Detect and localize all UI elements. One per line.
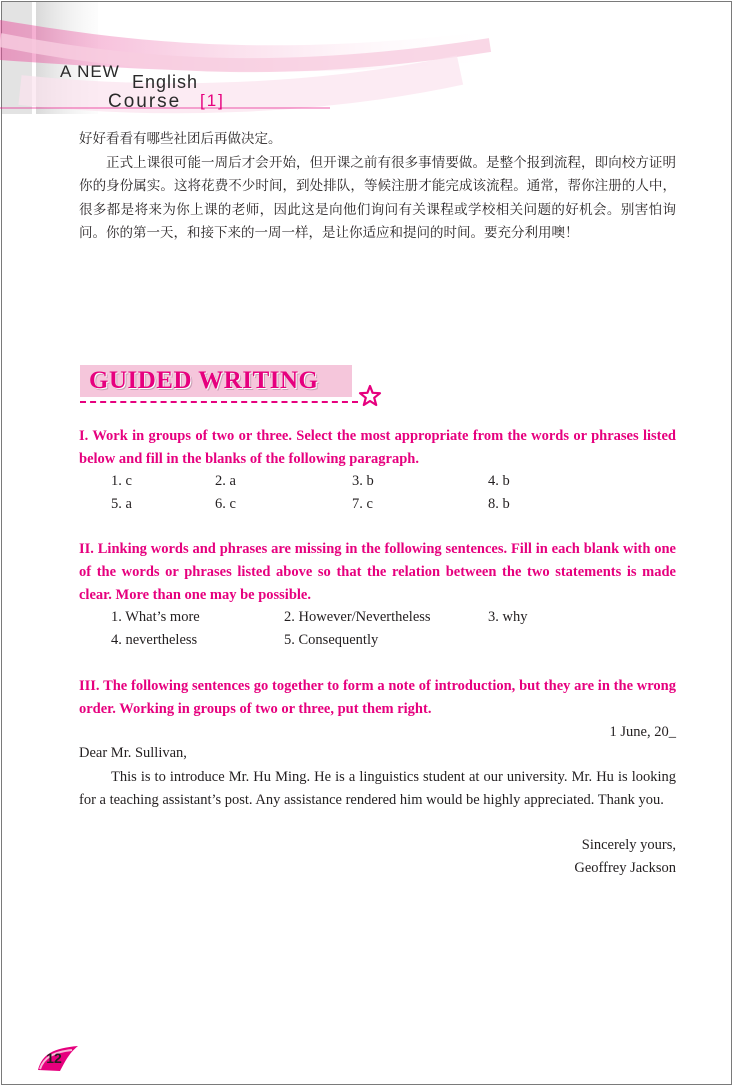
chinese-passage [79, 128, 676, 246]
exercise-1-instruction: I. Work in groups of two or three. Select the most appropriate from the words or phrases listed below and fill in the blanks of the following paragraph. [79, 428, 676, 467]
exercise-1-answer: 5. a [111, 496, 132, 512]
exercise-1-answer: 3. b [352, 473, 374, 489]
exercise-2-answer: 1. What’s more [111, 609, 200, 625]
exercise-1-answer: 8. b [488, 496, 510, 512]
exercise-2-answer: 4. nevertheless [111, 632, 198, 648]
exercise-1-answer: 7. c [352, 496, 373, 512]
exercise-2-instruction: II. Linking words and phrases are missing in the following sentences. Fill in each blank with one of the words or phrases listed above so that the relation between the two statements is made clear. More than one may be possible. [79, 541, 676, 603]
letter-closing: Sincerely yours, [581, 837, 676, 853]
title-line-course: Course [108, 91, 182, 112]
exercise-1-answer: 6. c [215, 496, 236, 512]
exercise-2-answer: 2. However/Nevertheless [284, 609, 431, 625]
section-heading-underline [80, 401, 358, 403]
chinese-paragraph-1: 好好看看有哪些社团后再做决定。 [79, 131, 282, 147]
letter-salutation: Dear Mr. Sullivan, [79, 745, 187, 761]
exercise-1-answer: 2. a [215, 473, 236, 489]
section-heading: GUIDED WRITING [89, 367, 319, 394]
chinese-paragraph-2: 正式上课很可能一周后才会开始，但开课之前有很多事情要做。是整个报到流程，即向校方证明你的身份属实。这将花费不少时间，到处排队，等候注册才能完成该流程。通常，帮你注册的人中，很多都是将来为你上课的老师，因此这是向他们询问有关课程或学校相关问题的好机会。别害怕询问。你的第一天，和接下来的一周一样，是让你适应和提问的时间。要充分利用噢！ [79, 154, 676, 241]
star-icon [358, 384, 382, 408]
exercise-2-answer: 5. Consequently [284, 632, 379, 648]
letter-signature: Geoffrey Jackson [574, 860, 676, 876]
letter-body: This is to introduce Mr. Hu Ming. He is a linguistics student at our university. Mr. Hu is looking for a teaching assistant’s post. Any assistance rendered him would be highly appreciated. Thank you. [79, 769, 676, 808]
volume-number: [1] [200, 91, 225, 110]
exercise-1-answer: 4. b [488, 473, 510, 489]
exercise-1-answer: 1. c [111, 473, 132, 489]
title-line-english: English [132, 72, 199, 92]
title-line-a-new: A NEW [60, 62, 120, 81]
exercise-2-answer: 3. why [488, 609, 528, 625]
page-number: 12 [46, 1050, 62, 1066]
letter-date: 1 June, 20_ [609, 724, 676, 740]
exercise-3-instruction: III. The following sentences go together to form a note of introduction, but they are in the wrong order. Working in groups of two or three, put them right. [79, 678, 676, 717]
